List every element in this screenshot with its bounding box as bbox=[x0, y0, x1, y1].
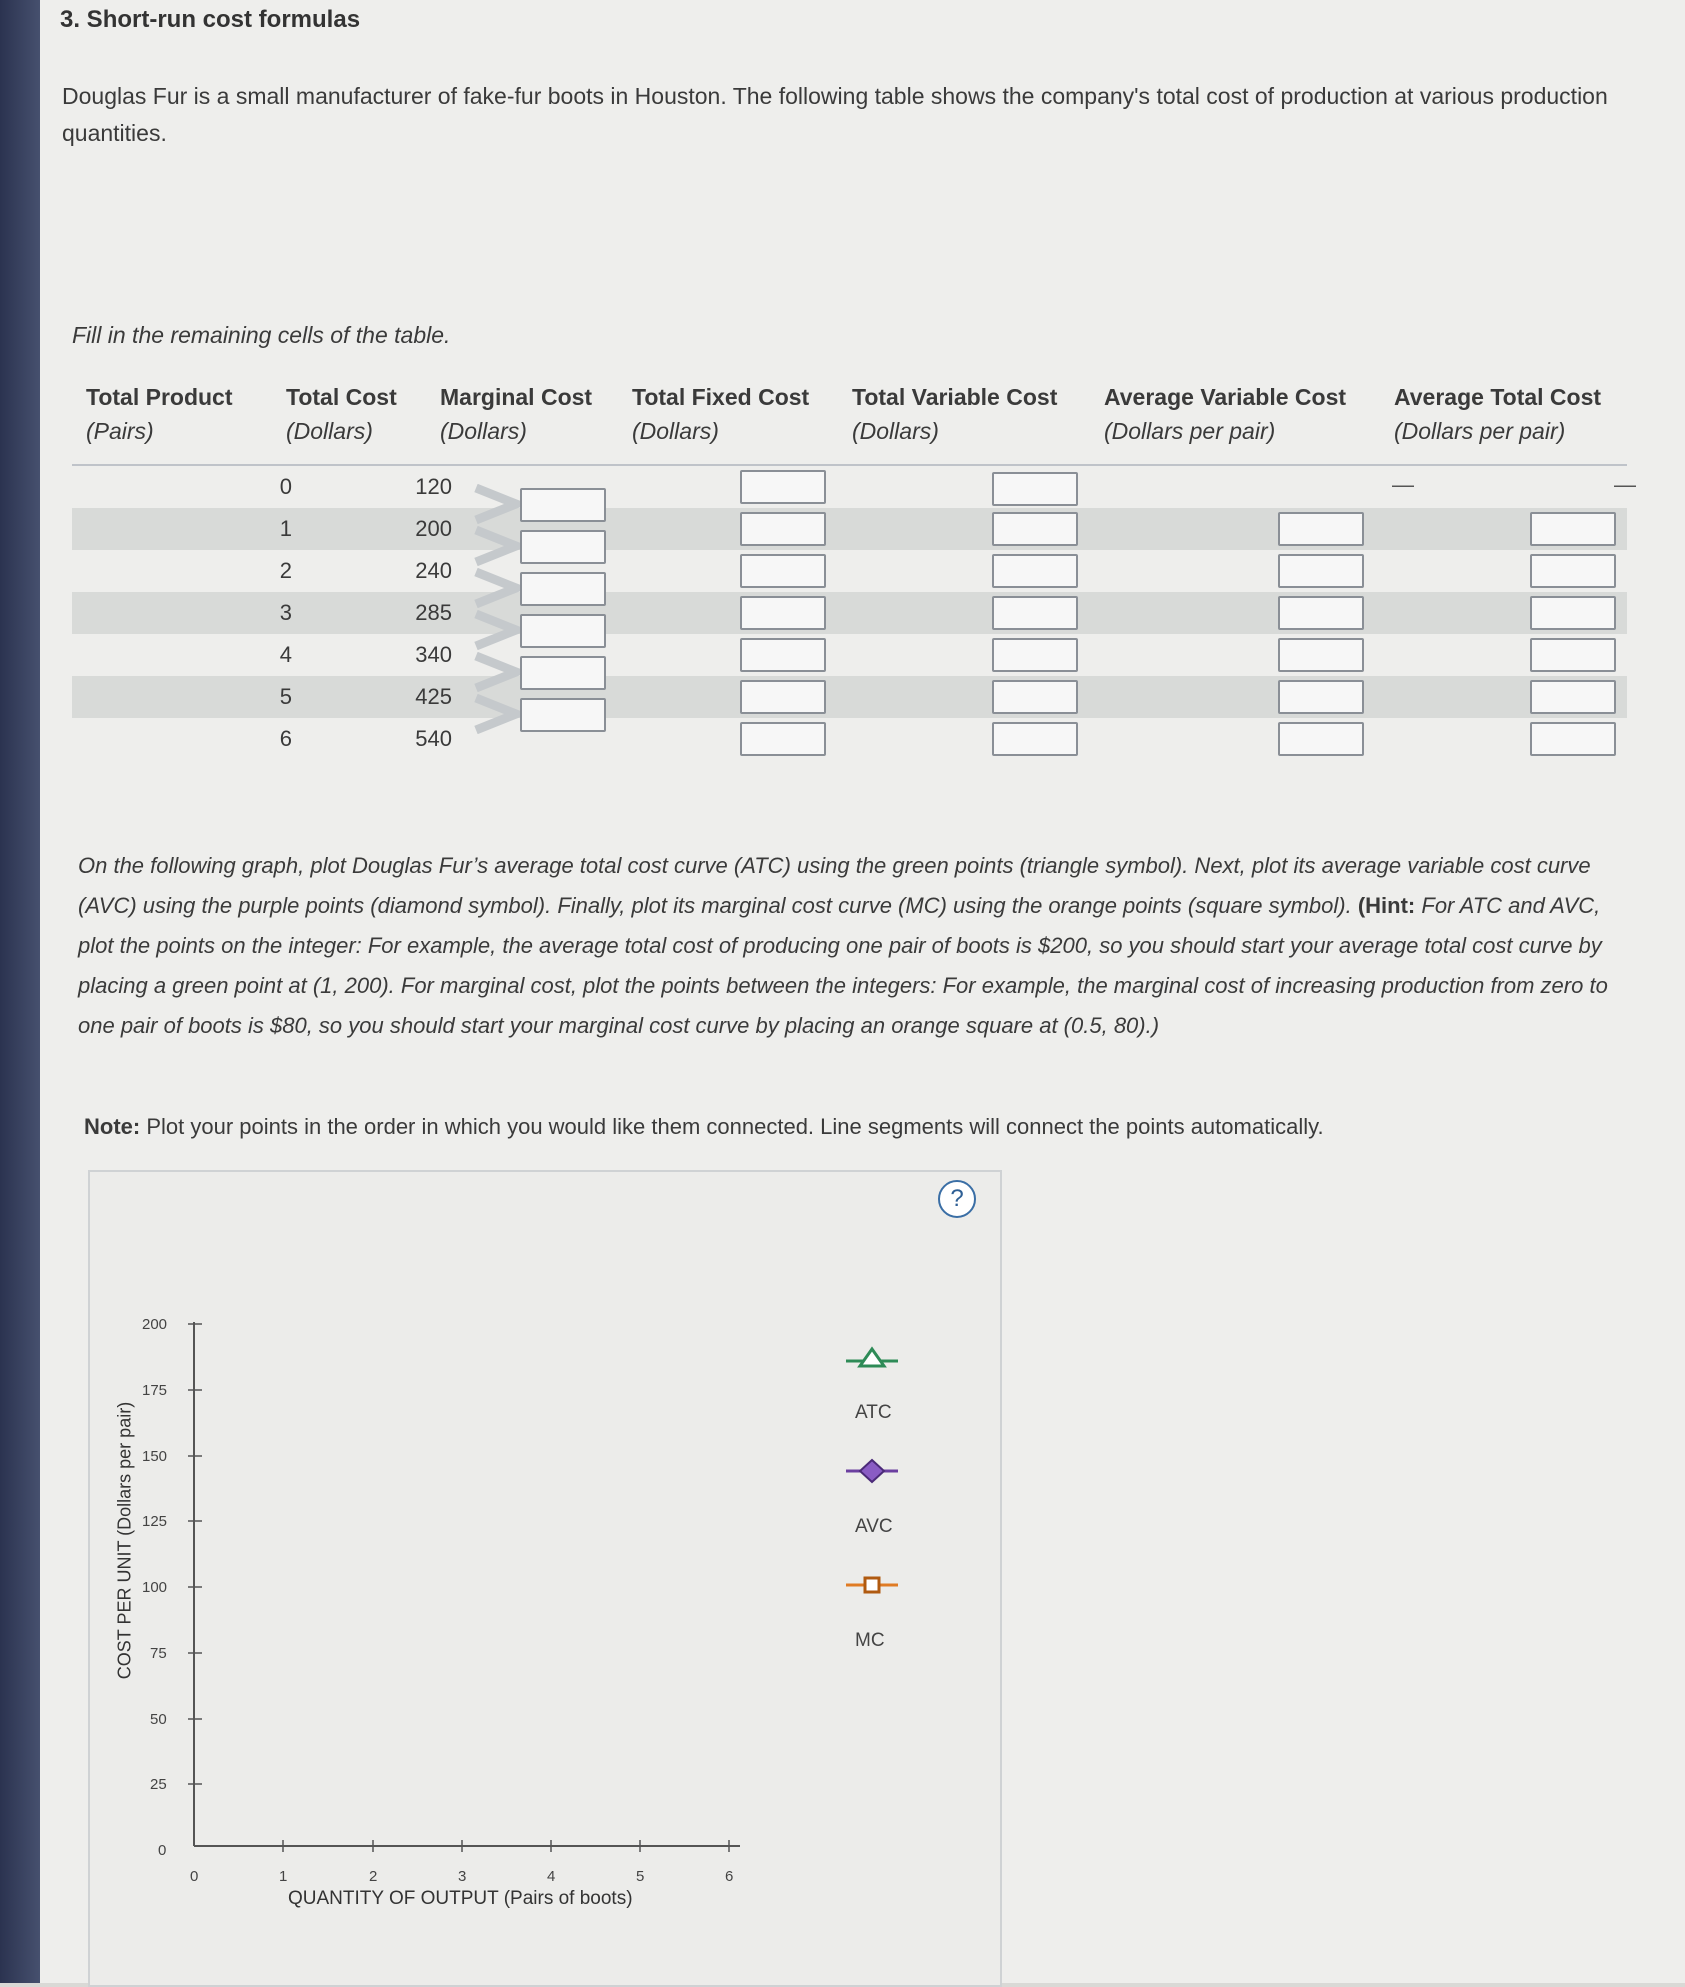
x-tick-label: 1 bbox=[279, 1868, 288, 1885]
total-cost-cell: 120 bbox=[415, 474, 452, 499]
x-tick-label: 2 bbox=[369, 1868, 378, 1885]
total-cost-cell: 240 bbox=[415, 558, 452, 583]
y-tick-label: 0 bbox=[158, 1842, 167, 1859]
quantity-cell: 1 bbox=[279, 516, 292, 541]
total-cost-cell: 340 bbox=[415, 642, 452, 667]
y-tick-label: 25 bbox=[150, 1776, 167, 1793]
graph-axes bbox=[40, 0, 1685, 1983]
total-cost-cell: 540 bbox=[415, 726, 452, 751]
help-icon[interactable]: ? bbox=[938, 1180, 976, 1218]
y-tick-label: 125 bbox=[142, 1513, 168, 1530]
quantity-cell: 5 bbox=[279, 684, 292, 709]
y-tick-label: 100 bbox=[142, 1579, 168, 1596]
quantity-cell: 3 bbox=[279, 600, 292, 625]
table-instruction: Fill in the remaining cells of the table. bbox=[72, 322, 451, 348]
header-total-cost: Total Cost (Dollars) bbox=[286, 384, 397, 444]
x-tick-label: 4 bbox=[547, 1868, 556, 1885]
diamond-icon[interactable] bbox=[846, 1458, 898, 1484]
total-cost-cell: 200 bbox=[415, 516, 452, 541]
legend-label-mc: MC bbox=[855, 1630, 885, 1651]
y-tick-label: 50 bbox=[150, 1711, 167, 1728]
x-tick-label: 6 bbox=[725, 1868, 734, 1885]
header-total-variable-cost: Total Variable Cost (Dollars) bbox=[852, 384, 1058, 444]
x-tick-label: 3 bbox=[458, 1868, 467, 1885]
question-intro: Douglas Fur is a small manufacturer of fake-fur boots in Houston. The following table shows the company's total cost of production at various production quantities. bbox=[62, 83, 1608, 146]
total-cost-cell: 425 bbox=[415, 684, 452, 709]
y-tick-label: 175 bbox=[142, 1382, 168, 1399]
triangle-icon[interactable] bbox=[846, 1346, 898, 1372]
graph-note: Note: Plot your points in the order in which you would like them connected. Line segments will connect the points automatically. bbox=[84, 1114, 1324, 1139]
y-tick-label: 75 bbox=[150, 1645, 167, 1662]
legend-label-atc: ATC bbox=[855, 1402, 892, 1423]
left-edge-strip bbox=[0, 0, 40, 1983]
x-tick-label: 5 bbox=[636, 1868, 645, 1885]
y-tick-label: 150 bbox=[142, 1448, 168, 1465]
header-total-fixed-cost: Total Fixed Cost (Dollars) bbox=[632, 384, 810, 444]
quantity-cell: 4 bbox=[279, 642, 292, 667]
x-axis-title: QUANTITY OF OUTPUT (Pairs of boots) bbox=[288, 1888, 633, 1909]
header-average-total-cost: Average Total Cost (Dollars per pair) bbox=[1394, 384, 1602, 444]
header-average-variable-cost: Average Variable Cost (Dollars per pair) bbox=[1104, 384, 1347, 444]
x-tick-label: 0 bbox=[190, 1868, 199, 1885]
header-total-product: Total Product (Pairs) bbox=[86, 384, 233, 444]
quantity-cell: 0 bbox=[279, 474, 292, 499]
legend-label-avc: AVC bbox=[855, 1516, 893, 1537]
header-marginal-cost: Marginal Cost (Dollars) bbox=[440, 384, 593, 444]
quantity-cell: 2 bbox=[279, 558, 292, 583]
question-title: 3. Short-run cost formulas bbox=[60, 6, 361, 33]
question-page bbox=[40, 0, 1685, 1983]
total-cost-cell: 285 bbox=[415, 600, 452, 625]
graph-instructions: On the following graph, plot Douglas Fur’s average total cost curve (ATC) using the green points (triangle symbol). Next, plot its average variable cost curve (AVC) using the purple points (diamond symbol). Finally, plot its marginal cost curve (MC) using the orange points (square symbol). (Hint: For ATC and AVC, plot the points on the integer: For example, the average total cost of producing one pair of boots is $200, so you should start your average total cost curve by placing a green point at (1, 200). For marginal cost, plot the points between the integers: For example, the marginal cost of increasing production from zero to one pair of boots is $80, so you should start your marginal cost curve by placing an orange square at (0.5, 80).) bbox=[78, 853, 1608, 1038]
avc-dash: — bbox=[1392, 472, 1414, 497]
y-tick-label: 200 bbox=[142, 1316, 168, 1333]
quantity-cell: 6 bbox=[279, 726, 292, 751]
atc-dash: — bbox=[1614, 472, 1636, 497]
square-icon[interactable] bbox=[846, 1572, 898, 1598]
y-axis-title: COST PER UNIT (Dollars per pair) bbox=[114, 1401, 135, 1680]
